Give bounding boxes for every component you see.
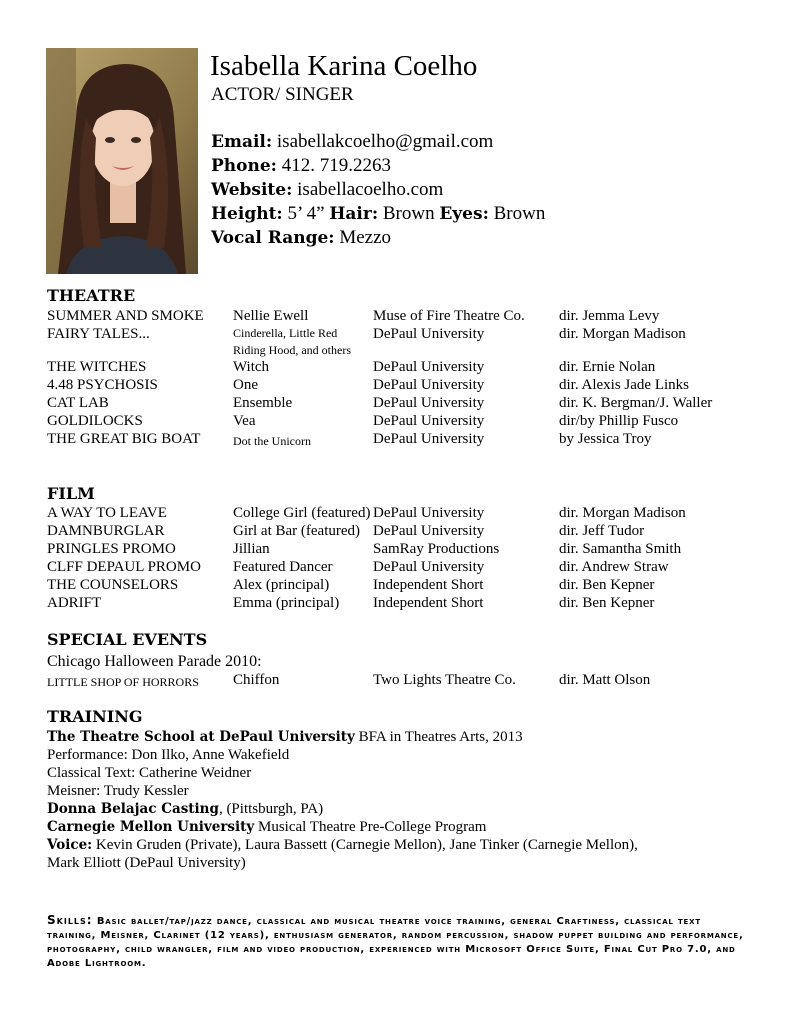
credit-title: PRINGLES PROMO bbox=[47, 541, 176, 557]
credit-director: dir. Jemma Levy bbox=[559, 308, 660, 324]
credit-director: dir. Ben Kepner bbox=[559, 595, 655, 611]
credit-company: Muse of Fire Theatre Co. bbox=[373, 308, 525, 324]
table-row bbox=[47, 358, 787, 376]
credit-director: dir. Matt Olson bbox=[559, 672, 651, 688]
credit-director: by Jessica Troy bbox=[559, 431, 652, 447]
skills-block bbox=[47, 913, 747, 971]
website-label: Website: bbox=[211, 180, 293, 200]
table-row bbox=[47, 412, 787, 430]
credit-role: Vea bbox=[233, 413, 256, 429]
credit-company: DePaul University bbox=[373, 377, 485, 393]
actor-name: Isabella Karina Coelho bbox=[210, 50, 478, 82]
film-credits bbox=[47, 504, 787, 612]
credit-company: DePaul University bbox=[373, 431, 485, 447]
credit-title: ADRIFT bbox=[47, 595, 102, 611]
credit-company: Independent Short bbox=[373, 595, 484, 611]
table-row bbox=[47, 504, 787, 522]
credit-role: Dot the Unicorn bbox=[233, 434, 311, 448]
email-label: Email: bbox=[211, 132, 273, 152]
credit-role: Witch bbox=[233, 359, 270, 375]
credit-title: 4.48 PSYCHOSIS bbox=[47, 377, 158, 393]
credit-company: DePaul University bbox=[373, 413, 485, 429]
table-row bbox=[47, 394, 787, 412]
table-row bbox=[47, 325, 787, 358]
eyes-label: Eyes: bbox=[439, 204, 489, 224]
credit-title: CLFF DEPAUL PROMO bbox=[47, 559, 201, 575]
credit-title: CAT LAB bbox=[47, 395, 109, 411]
credit-director: dir. Ben Kepner bbox=[559, 577, 655, 593]
credit-role: Ensemble bbox=[233, 395, 293, 411]
hair-label: Hair: bbox=[329, 204, 379, 224]
table-row bbox=[47, 576, 787, 594]
training-school bbox=[47, 728, 523, 746]
credit-role: One bbox=[233, 377, 258, 393]
credit-role: Jillian bbox=[233, 541, 270, 557]
hair-value: Brown bbox=[382, 203, 435, 224]
credit-title: THE COUNSELORS bbox=[47, 577, 179, 593]
credit-company: DePaul University bbox=[373, 359, 485, 375]
website-line bbox=[211, 179, 443, 201]
training-meisner: Meisner: Trudy Kessler bbox=[47, 783, 189, 799]
table-row bbox=[47, 376, 787, 394]
credit-director: dir. Alexis Jade Links bbox=[559, 377, 689, 393]
email-line bbox=[211, 131, 493, 153]
phone-label: Phone: bbox=[211, 156, 277, 176]
headshot-photo bbox=[46, 48, 198, 274]
training-performance: Performance: Don Ilko, Anne Wakefield bbox=[47, 747, 290, 763]
training-casting bbox=[47, 800, 323, 818]
credit-company: SamRay Productions bbox=[373, 541, 500, 557]
credit-director: dir. Morgan Madison bbox=[559, 505, 686, 521]
cmu-name: Carnegie Mellon University bbox=[47, 819, 255, 835]
credit-role: College Girl (featured) bbox=[233, 505, 371, 521]
credit-company: Two Lights Theatre Co. bbox=[373, 672, 516, 688]
casting-location: , (Pittsburgh, PA) bbox=[218, 801, 324, 817]
credit-role: Nellie Ewell bbox=[233, 308, 309, 324]
casting-name: Donna Belajac Casting bbox=[47, 801, 219, 817]
eyes-value: Brown bbox=[493, 203, 546, 224]
credit-role: Chiffon bbox=[233, 672, 280, 688]
credit-title: THE WITCHES bbox=[47, 359, 147, 375]
phone-line bbox=[211, 155, 391, 177]
school-name: The Theatre School at DePaul University bbox=[47, 729, 355, 745]
credit-role: Girl at Bar (featured) bbox=[233, 523, 361, 539]
credit-role: Cinderella, Little Red Riding Hood, and others bbox=[233, 326, 351, 357]
credit-company: DePaul University bbox=[373, 505, 485, 521]
film-heading: FILM bbox=[47, 484, 95, 503]
credit-director: dir. Andrew Straw bbox=[559, 559, 669, 575]
height-label: Height: bbox=[211, 204, 283, 224]
credit-title: LITTLE SHOP OF HORRORS bbox=[47, 675, 199, 689]
special-events-subheading: Chicago Halloween Parade 2010: bbox=[47, 653, 262, 670]
table-row bbox=[47, 540, 787, 558]
table-row bbox=[47, 671, 787, 689]
theatre-credits bbox=[47, 307, 787, 448]
phone-value: 412. 719.2263 bbox=[281, 155, 391, 176]
school-degree: BFA in Theatres Arts, 2013 bbox=[358, 729, 523, 745]
table-row bbox=[47, 522, 787, 540]
vocal-label: Vocal Range: bbox=[211, 228, 335, 248]
credit-title: A WAY TO LEAVE bbox=[47, 505, 167, 521]
training-classical: Classical Text: Catherine Weidner bbox=[47, 765, 252, 781]
skills-text: Basic ballet/tap/jazz dance, classical and musical theatre voice training, general Craftiness, classical text training, Meisner, Clarinet (12 years), enthusiasm generator, random percussion, shadow puppet building and performance, photography, child wrangler, film and video production, experienced with Microsoft Office Suite, Final Cut Pro 7.0, and Adobe Lightroom. bbox=[47, 916, 744, 969]
special-events-credits bbox=[47, 671, 787, 689]
actor-role: ACTOR/ SINGER bbox=[211, 84, 354, 105]
training-voice bbox=[47, 836, 638, 854]
credit-director: dir/by Phillip Fusco bbox=[559, 413, 679, 429]
table-row bbox=[47, 558, 787, 576]
credit-title: FAIRY TALES... bbox=[47, 326, 150, 342]
credit-company: DePaul University bbox=[373, 326, 485, 342]
credit-director: dir. Jeff Tudor bbox=[559, 523, 645, 539]
credit-title: GOLDILOCKS bbox=[47, 413, 143, 429]
credit-title: THE GREAT BIG BOAT bbox=[47, 431, 201, 447]
table-row bbox=[47, 430, 787, 448]
stats-line bbox=[211, 203, 545, 225]
credit-company: Independent Short bbox=[373, 577, 484, 593]
credit-role: Alex (principal) bbox=[233, 577, 330, 593]
vocal-value: Mezzo bbox=[339, 227, 392, 248]
credit-title: DAMNBURGLAR bbox=[47, 523, 165, 539]
table-row bbox=[47, 594, 787, 612]
credit-title: SUMMER AND SMOKE bbox=[47, 308, 204, 324]
voice-label: Voice: bbox=[47, 837, 93, 853]
vocal-line bbox=[211, 227, 391, 249]
email-value: isabellakcoelho@gmail.com bbox=[276, 131, 494, 152]
skills-label: Skills: bbox=[47, 913, 93, 927]
website-value: isabellacoelho.com bbox=[297, 179, 444, 200]
credit-company: DePaul University bbox=[373, 559, 485, 575]
theatre-heading: THEATRE bbox=[47, 286, 136, 305]
cmu-program: Musical Theatre Pre-College Program bbox=[258, 819, 487, 835]
training-voice-cont: Mark Elliott (DePaul University) bbox=[47, 855, 246, 871]
special-events-heading: SPECIAL EVENTS bbox=[47, 630, 208, 649]
training-cmu bbox=[47, 818, 486, 836]
credit-role: Emma (principal) bbox=[233, 595, 340, 611]
credit-director: dir. Ernie Nolan bbox=[559, 359, 656, 375]
credit-company: DePaul University bbox=[373, 395, 485, 411]
table-row bbox=[47, 307, 787, 325]
credit-role: Featured Dancer bbox=[233, 559, 333, 575]
credit-company: DePaul University bbox=[373, 523, 485, 539]
training-heading: TRAINING bbox=[47, 707, 143, 726]
credit-director: dir. Morgan Madison bbox=[559, 326, 686, 342]
credit-director: dir. K. Bergman/J. Waller bbox=[559, 395, 713, 411]
voice-teachers: Kevin Gruden (Private), Laura Bassett (Carnegie Mellon), Jane Tinker (Carnegie Mellon), bbox=[95, 837, 638, 853]
height-value: 5’ 4” bbox=[287, 203, 325, 224]
credit-director: dir. Samantha Smith bbox=[559, 541, 682, 557]
